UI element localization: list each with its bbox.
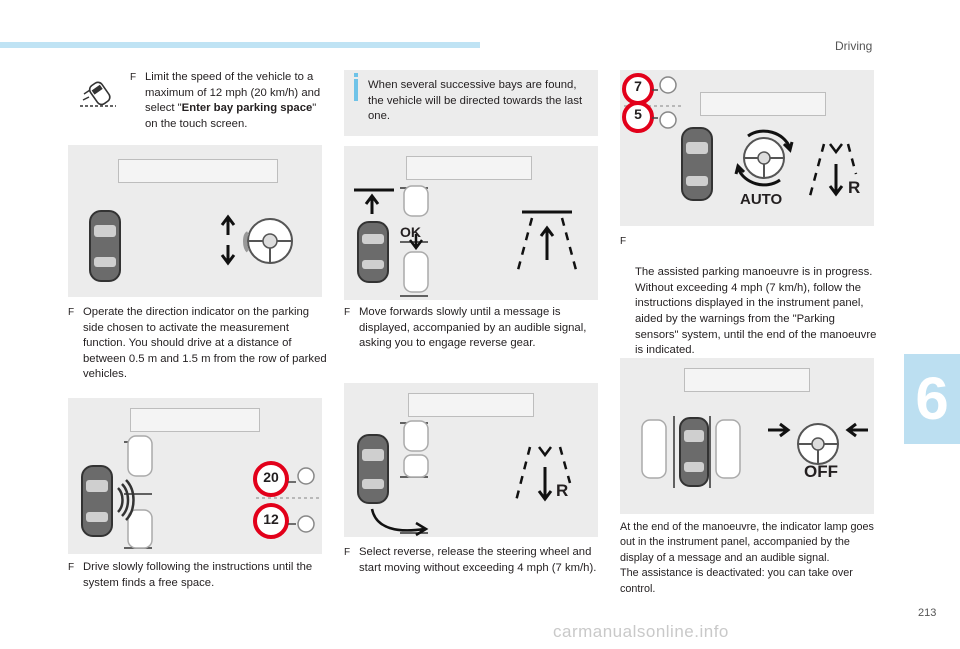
info-text: When several successive bays are found, the vehicle will be directed towards the last one. bbox=[368, 79, 583, 123]
step3-text bbox=[68, 560, 328, 591]
illustration-auto bbox=[620, 70, 874, 226]
forward-guidance-icon bbox=[512, 208, 582, 274]
auto-steering-icon bbox=[734, 128, 794, 188]
bullet: F bbox=[68, 562, 75, 573]
step4-body: Move forwards slowly until a message is displayed, accompanied by an audible signal, asking you to engage reverse gear. bbox=[359, 306, 587, 350]
illustration-measure bbox=[68, 145, 322, 297]
step6-text bbox=[620, 234, 878, 374]
bullet: F bbox=[344, 547, 351, 558]
step1-a: Limit the speed of the vehicle to a maximum of 12 mph (20 km/h) and select " bbox=[145, 71, 321, 115]
screen-display bbox=[130, 408, 260, 432]
parked-cars-icon bbox=[80, 436, 156, 554]
car-icon bbox=[88, 209, 122, 283]
illustration-off bbox=[620, 358, 874, 514]
auto-label: AUTO bbox=[740, 191, 783, 208]
header-bar bbox=[0, 42, 480, 48]
speed-limit-icon bbox=[78, 76, 118, 110]
sign-5-label: 5 bbox=[634, 106, 642, 122]
chapter-tab bbox=[904, 354, 960, 444]
reverse-guidance-icon bbox=[510, 443, 580, 503]
steering-wheel-icon bbox=[218, 213, 298, 273]
end-text: At the end of the manoeuvre, the indicator lamp goes out in the instrument panel, accompanied by the display of a message and an audible signal. The assistance is deactivated: you can take over control. bbox=[620, 521, 874, 595]
step4-text bbox=[344, 305, 602, 352]
sign-20-label: 20 bbox=[263, 469, 279, 485]
watermark: carmanualsonline.info bbox=[553, 622, 729, 641]
step1-bold: Enter bay parking space bbox=[181, 102, 313, 115]
illustration-forward bbox=[344, 146, 598, 300]
step1-c: " on the touch screen. bbox=[145, 102, 317, 130]
step2-text bbox=[68, 305, 328, 383]
screen-display bbox=[408, 393, 534, 417]
parked-cars-icon bbox=[354, 186, 434, 300]
parked-car-icon bbox=[640, 414, 744, 494]
section-title: Driving bbox=[835, 39, 873, 53]
illustration-reverse bbox=[344, 383, 598, 537]
sign-12-label: 12 bbox=[263, 511, 279, 527]
step5-text bbox=[344, 545, 602, 576]
step3-body: Drive slowly following the instructions until the system finds a free space. bbox=[83, 561, 313, 589]
bullet: F bbox=[344, 307, 351, 318]
sign-7-label: 7 bbox=[634, 78, 642, 94]
step2-body: Operate the direction indicator on the parking side chosen to activate the measurement function. You should drive at a distance of between 0.5 m and 1.5 m from the row of parked vehicles. bbox=[83, 306, 327, 381]
step5-body: Select reverse, release the steering wheel and start moving without exceeding 4 mph (7 km/h). bbox=[359, 546, 597, 574]
info-note bbox=[344, 70, 598, 136]
screen-display bbox=[118, 159, 278, 183]
illustration-search bbox=[68, 398, 322, 554]
screen-display bbox=[684, 368, 810, 392]
reverse-gear-label: R bbox=[556, 481, 569, 500]
step1-text bbox=[130, 70, 322, 132]
screen-display bbox=[700, 92, 826, 116]
bullet: F bbox=[68, 307, 75, 318]
chapter-number: 6 bbox=[915, 365, 949, 432]
page-number: 213 bbox=[918, 607, 937, 619]
info-icon bbox=[354, 79, 358, 101]
reverse-gear-label: R bbox=[848, 178, 861, 197]
bullet: F bbox=[620, 236, 627, 247]
ok-label: OK bbox=[400, 224, 421, 240]
off-label: OFF bbox=[804, 462, 838, 481]
screen-display bbox=[406, 156, 532, 180]
step6-body: The assisted parking manoeuvre is in progress. Without exceeding 4 mph (7 km/h), follow the instructions displayed in the instrument panel, aided by the warnings from the "Parking sensors" system, until the end of the manoeuvre is indicated. bbox=[635, 266, 877, 357]
bullet: F bbox=[130, 72, 137, 83]
car-icon bbox=[680, 126, 714, 202]
parked-cars-icon bbox=[354, 421, 440, 537]
